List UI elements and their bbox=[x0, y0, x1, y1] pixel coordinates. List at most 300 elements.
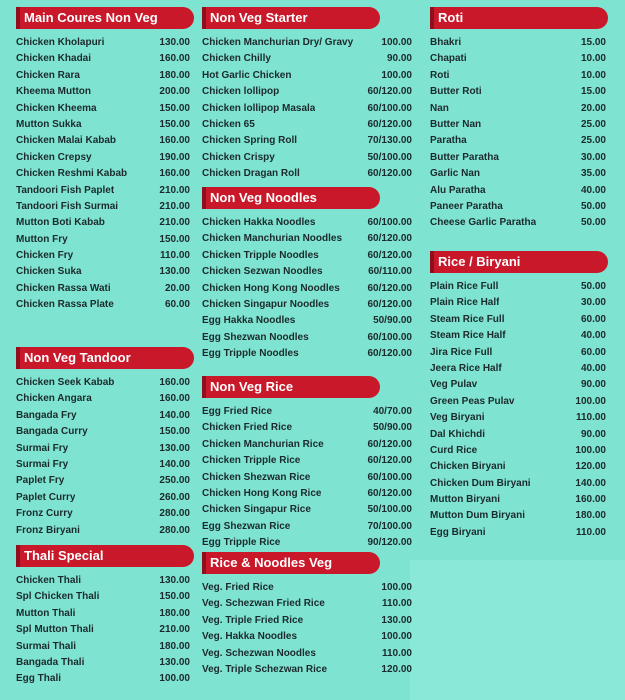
item-name: Chicken Fried Rice bbox=[202, 422, 293, 434]
item-name: Egg Fried Rice bbox=[202, 406, 273, 417]
item-name: Spl Chicken Thali bbox=[16, 591, 100, 603]
item-name: Chicken Rara bbox=[16, 69, 80, 81]
item-price: 110.00 bbox=[159, 250, 190, 262]
item-name: Veg. Triple Schezwan Rice bbox=[202, 663, 328, 675]
item-price: 35.00 bbox=[580, 168, 606, 180]
menu-item bbox=[430, 150, 606, 166]
item-price: 180.00 bbox=[159, 69, 190, 81]
item-price: 100.00 bbox=[381, 37, 412, 48]
item-name: Bangada Curry bbox=[16, 426, 88, 438]
item-name: Chicken Manchurian Noodles bbox=[202, 233, 343, 245]
item-name: Curd Rice bbox=[430, 444, 478, 456]
item-name: Chicken Tripple Rice bbox=[202, 455, 301, 467]
menu-item bbox=[430, 68, 606, 84]
menu-item bbox=[202, 646, 412, 662]
item-name: Fronz Curry bbox=[16, 508, 73, 520]
item-price: 40.00 bbox=[580, 362, 606, 374]
menu-item bbox=[16, 68, 190, 84]
menu-item bbox=[16, 441, 190, 457]
item-name: Chicken Khadai bbox=[16, 53, 92, 65]
menu-item bbox=[202, 51, 412, 67]
menu-item bbox=[202, 420, 412, 436]
item-name: Veg. Schezwan Noodles bbox=[202, 647, 316, 659]
menu-item bbox=[430, 84, 606, 100]
menu-item bbox=[202, 330, 412, 346]
menu-item bbox=[430, 377, 606, 393]
menu-item bbox=[16, 297, 190, 313]
item-name: Chicken Thali bbox=[16, 575, 82, 586]
item-name: Egg Tripple Noodles bbox=[202, 348, 299, 360]
item-price: 210.00 bbox=[159, 624, 190, 636]
section-non-veg-rice bbox=[202, 376, 412, 552]
item-name: Steam Rice Full bbox=[430, 313, 505, 325]
item-price: 130.00 bbox=[159, 656, 190, 668]
item-name: Surmai Thali bbox=[16, 640, 77, 652]
menu-item bbox=[16, 490, 190, 506]
item-name: Roti bbox=[430, 69, 450, 81]
item-price: 25.00 bbox=[580, 118, 606, 130]
item-name: Chicken Shezwan Rice bbox=[202, 471, 311, 483]
item-price: 60/100.00 bbox=[367, 471, 412, 483]
item-price: 70/130.00 bbox=[367, 135, 412, 147]
item-name: Veg. Fried Rice bbox=[202, 582, 274, 593]
item-price: 60/120.00 bbox=[367, 86, 412, 98]
item-name: Hot Garlic Chicken bbox=[202, 69, 292, 81]
item-price: 60/120.00 bbox=[367, 249, 412, 261]
menu-item bbox=[430, 328, 606, 344]
item-name: Paplet Fry bbox=[16, 475, 65, 487]
item-name: Chicken Suka bbox=[16, 266, 82, 278]
menu-item bbox=[202, 215, 412, 231]
item-price: 150.00 bbox=[159, 426, 190, 438]
menu-item bbox=[202, 580, 412, 596]
item-name: Green Peas Pulav bbox=[430, 395, 515, 407]
item-name: Fronz Biryani bbox=[16, 524, 80, 536]
item-name: Chicken Seek Kabab bbox=[16, 377, 115, 388]
item-name: Chapati bbox=[430, 53, 467, 65]
menu-item bbox=[430, 101, 606, 117]
menu-items bbox=[430, 279, 606, 541]
menu-item bbox=[430, 279, 606, 295]
menu-item bbox=[430, 476, 606, 492]
item-price: 20.00 bbox=[164, 282, 190, 294]
item-price: 10.00 bbox=[580, 69, 606, 81]
item-name: Veg. Triple Fried Rice bbox=[202, 614, 304, 626]
menu-item bbox=[430, 133, 606, 149]
menu-item bbox=[202, 84, 412, 100]
section-rice-noodles-veg bbox=[202, 552, 412, 678]
item-price: 60/100.00 bbox=[367, 102, 412, 114]
item-price: 60/120.00 bbox=[367, 233, 412, 245]
item-price: 50.00 bbox=[580, 200, 606, 212]
item-price: 50.00 bbox=[580, 281, 606, 292]
item-price: 180.00 bbox=[575, 510, 606, 522]
item-price: 190.00 bbox=[159, 151, 190, 163]
menu-item bbox=[202, 453, 412, 469]
item-price: 60/120.00 bbox=[367, 282, 412, 294]
item-price: 60/120.00 bbox=[367, 298, 412, 310]
item-name: Chicken lollipop bbox=[202, 86, 280, 98]
menu-item bbox=[202, 535, 412, 551]
item-name: Bhakri bbox=[430, 37, 462, 48]
item-price: 60.00 bbox=[580, 313, 606, 325]
item-price: 60/100.00 bbox=[367, 331, 412, 343]
menu-item bbox=[430, 443, 606, 459]
item-price: 140.00 bbox=[575, 477, 606, 489]
item-price: 160.00 bbox=[159, 135, 190, 147]
item-name: Chicken Dragan Roll bbox=[202, 168, 300, 180]
menu-item bbox=[16, 424, 190, 440]
section-roti bbox=[430, 7, 606, 232]
item-price: 200.00 bbox=[159, 86, 190, 98]
menu-item bbox=[430, 459, 606, 475]
menu-item bbox=[202, 486, 412, 502]
item-name: Chicken Singapur Noodles bbox=[202, 298, 330, 310]
menu-item bbox=[202, 35, 412, 51]
item-name: Chicken Kholapuri bbox=[16, 37, 105, 48]
item-price: 60/100.00 bbox=[367, 217, 412, 228]
item-name: Tandoori Fish Surmai bbox=[16, 200, 119, 212]
item-price: 30.00 bbox=[580, 151, 606, 163]
item-name: Mutton Fry bbox=[16, 233, 68, 245]
section-rice-biryani bbox=[430, 251, 606, 541]
item-name: Veg. Hakka Noodles bbox=[202, 631, 298, 643]
section-non-veg-noodles bbox=[202, 187, 412, 363]
item-price: 130.00 bbox=[159, 575, 190, 586]
item-name: Jeera Rice Half bbox=[430, 362, 502, 374]
item-name: Veg. Schezwan Fried Rice bbox=[202, 598, 325, 610]
section-non-veg-tandoor bbox=[16, 347, 190, 539]
item-name: Alu Paratha bbox=[430, 184, 486, 196]
item-name: Butter Paratha bbox=[430, 151, 499, 163]
item-price: 20.00 bbox=[580, 102, 606, 114]
item-price: 100.00 bbox=[575, 444, 606, 456]
menu-item bbox=[16, 232, 190, 248]
item-name: Dal Khichdi bbox=[430, 428, 486, 440]
menu-item bbox=[430, 410, 606, 426]
item-price: 50.00 bbox=[580, 217, 606, 229]
item-name: Egg Shezwan Rice bbox=[202, 520, 291, 532]
item-price: 160.00 bbox=[575, 494, 606, 506]
item-price: 60/120.00 bbox=[367, 487, 412, 499]
section-header: Rice & Noodles Veg bbox=[202, 552, 380, 574]
menu-item bbox=[430, 508, 606, 524]
item-name: Mutton Thali bbox=[16, 607, 76, 619]
menu-items bbox=[16, 375, 190, 539]
item-name: Surmai Fry bbox=[16, 458, 69, 470]
menu-item bbox=[202, 150, 412, 166]
item-name: Kheema Mutton bbox=[16, 86, 91, 98]
item-price: 15.00 bbox=[580, 37, 606, 48]
item-price: 130.00 bbox=[159, 266, 190, 278]
menu-items bbox=[202, 404, 412, 552]
item-name: Mutton Dum Biryani bbox=[430, 510, 525, 522]
section-header: Roti bbox=[430, 7, 608, 29]
item-price: 150.00 bbox=[159, 233, 190, 245]
item-price: 210.00 bbox=[159, 200, 190, 212]
item-name: Tandoori Fish Paplet bbox=[16, 184, 115, 196]
item-name: Butter Nan bbox=[430, 118, 482, 130]
menu-item bbox=[430, 295, 606, 311]
menu-item bbox=[430, 492, 606, 508]
item-price: 210.00 bbox=[159, 217, 190, 229]
item-price: 110.00 bbox=[381, 647, 412, 659]
menu-items bbox=[430, 35, 606, 232]
item-name: Chicken Hong Kong Rice bbox=[202, 487, 322, 499]
item-name: Chicken Hong Kong Noodles bbox=[202, 282, 340, 294]
item-name: Chicken Chilly bbox=[202, 53, 271, 65]
item-name: Chicken Spring Roll bbox=[202, 135, 298, 147]
menu-item bbox=[16, 573, 190, 589]
menu-items bbox=[202, 580, 412, 678]
item-name: Plain Rice Half bbox=[430, 297, 500, 309]
item-price: 130.00 bbox=[159, 37, 190, 48]
item-name: Chicken Kheema bbox=[16, 102, 97, 114]
menu-item bbox=[430, 199, 606, 215]
item-name: Cheese Garlic Paratha bbox=[430, 217, 537, 229]
section-header: Thali Special bbox=[16, 545, 194, 567]
item-price: 120.00 bbox=[575, 461, 606, 473]
item-price: 10.00 bbox=[580, 53, 606, 65]
menu-item bbox=[16, 639, 190, 655]
menu-item bbox=[16, 473, 190, 489]
item-price: 90.00 bbox=[580, 379, 606, 391]
menu-item bbox=[202, 662, 412, 678]
item-price: 140.00 bbox=[159, 409, 190, 421]
menu-item bbox=[16, 133, 190, 149]
item-price: 150.00 bbox=[159, 118, 190, 130]
item-price: 40/70.00 bbox=[373, 406, 412, 417]
menu-item bbox=[202, 470, 412, 486]
item-price: 60/120.00 bbox=[367, 455, 412, 467]
item-name: Bangada Fry bbox=[16, 409, 77, 421]
item-name: Egg Shezwan Noodles bbox=[202, 331, 309, 343]
item-name: Mutton Biryani bbox=[430, 494, 500, 506]
item-name: Butter Roti bbox=[430, 86, 482, 98]
item-name: Surmai Fry bbox=[16, 442, 69, 454]
item-price: 90.00 bbox=[580, 428, 606, 440]
menu-item bbox=[16, 408, 190, 424]
menu-item bbox=[202, 313, 412, 329]
item-name: Chicken Sezwan Noodles bbox=[202, 266, 323, 278]
item-price: 60/120.00 bbox=[367, 438, 412, 450]
menu-item bbox=[16, 35, 190, 51]
item-name: Chicken Hakka Noodles bbox=[202, 217, 316, 228]
menu-item bbox=[16, 457, 190, 473]
item-name: Paplet Curry bbox=[16, 491, 76, 503]
item-name: Paratha bbox=[430, 135, 467, 147]
item-name: Paneer Paratha bbox=[430, 200, 503, 212]
section-header: Non Veg Noodles bbox=[202, 187, 380, 209]
menu-item bbox=[16, 117, 190, 133]
item-price: 70/100.00 bbox=[367, 520, 412, 532]
menu-items bbox=[16, 35, 190, 314]
item-name: Chicken Rassa Wati bbox=[16, 282, 111, 294]
item-price: 100.00 bbox=[381, 582, 412, 593]
menu-item bbox=[202, 133, 412, 149]
item-price: 180.00 bbox=[159, 607, 190, 619]
menu-item bbox=[16, 375, 190, 391]
item-price: 60/110.00 bbox=[368, 266, 412, 278]
menu-item bbox=[430, 525, 606, 541]
item-price: 210.00 bbox=[159, 184, 190, 196]
item-name: Chicken Angara bbox=[16, 393, 92, 405]
item-price: 50/100.00 bbox=[367, 151, 412, 163]
item-name: Mutton Sukka bbox=[16, 118, 82, 130]
menu-item bbox=[430, 215, 606, 231]
menu-item bbox=[16, 166, 190, 182]
item-name: Mutton Boti Kabab bbox=[16, 217, 105, 229]
menu-items bbox=[202, 215, 412, 363]
section-thali-special bbox=[16, 545, 190, 688]
menu-item bbox=[202, 68, 412, 84]
item-price: 160.00 bbox=[159, 53, 190, 65]
item-price: 60/120.00 bbox=[367, 118, 412, 130]
item-name: Spl Mutton Thali bbox=[16, 624, 94, 636]
item-price: 110.00 bbox=[381, 598, 412, 610]
item-name: Chicken Dum Biryani bbox=[430, 477, 531, 489]
menu-item bbox=[16, 150, 190, 166]
section-header: Non Veg Starter bbox=[202, 7, 380, 29]
item-price: 160.00 bbox=[159, 377, 190, 388]
menu-item bbox=[430, 166, 606, 182]
section-main-coures-non-veg bbox=[16, 7, 190, 314]
item-price: 60.00 bbox=[164, 299, 190, 311]
section-header: Rice / Biryani bbox=[430, 251, 608, 273]
item-name: Nan bbox=[430, 102, 449, 114]
section-header: Non Veg Rice bbox=[202, 376, 380, 398]
menu-item bbox=[16, 84, 190, 100]
menu-item bbox=[430, 51, 606, 67]
item-price: 50/90.00 bbox=[373, 422, 412, 434]
menu-item bbox=[202, 346, 412, 362]
menu-item bbox=[16, 523, 190, 539]
item-price: 90.00 bbox=[386, 53, 412, 65]
item-price: 60/120.00 bbox=[367, 168, 412, 180]
item-name: Garlic Nan bbox=[430, 168, 481, 180]
item-price: 160.00 bbox=[159, 393, 190, 405]
menu-item bbox=[16, 281, 190, 297]
menu-item bbox=[430, 361, 606, 377]
menu-item bbox=[16, 391, 190, 407]
menu-item bbox=[202, 629, 412, 645]
menu-item bbox=[16, 215, 190, 231]
item-name: Veg Pulav bbox=[430, 379, 478, 391]
item-name: Bangada Thali bbox=[16, 656, 85, 668]
menu-item bbox=[16, 101, 190, 117]
item-price: 15.00 bbox=[580, 86, 606, 98]
item-price: 150.00 bbox=[159, 591, 190, 603]
item-price: 40.00 bbox=[580, 330, 606, 342]
item-name: Chicken Rassa Plate bbox=[16, 299, 114, 311]
item-price: 60/120.00 bbox=[367, 348, 412, 360]
menu-item bbox=[430, 427, 606, 443]
item-name: Chicken Tripple Noodles bbox=[202, 249, 319, 261]
item-price: 40.00 bbox=[580, 184, 606, 196]
item-price: 50/90.00 bbox=[373, 315, 412, 327]
item-name: Plain Rice Full bbox=[430, 281, 499, 292]
item-price: 100.00 bbox=[575, 395, 606, 407]
item-name: Egg Tripple Rice bbox=[202, 537, 281, 549]
menu-item bbox=[202, 231, 412, 247]
item-price: 100.00 bbox=[159, 673, 190, 685]
menu-item bbox=[202, 166, 412, 182]
item-name: Chicken Manchurian Rice bbox=[202, 438, 324, 450]
menu-item bbox=[430, 35, 606, 51]
item-name: Chicken Crepsy bbox=[16, 151, 92, 163]
menu-item bbox=[202, 502, 412, 518]
item-name: Chicken Singapur Rice bbox=[202, 504, 311, 516]
menu-items bbox=[16, 573, 190, 688]
item-name: Steam Rice Half bbox=[430, 330, 506, 342]
item-price: 140.00 bbox=[159, 458, 190, 470]
menu-item bbox=[202, 596, 412, 612]
item-name: Chicken Biryani bbox=[430, 461, 506, 473]
menu-item bbox=[16, 199, 190, 215]
menu-item bbox=[16, 589, 190, 605]
item-name: Chicken 65 bbox=[202, 118, 255, 130]
menu-item bbox=[202, 117, 412, 133]
menu-item bbox=[202, 281, 412, 297]
item-name: Chicken Manchurian Dry/ Gravy bbox=[202, 37, 354, 48]
item-price: 110.00 bbox=[575, 526, 606, 538]
item-price: 50/100.00 bbox=[367, 504, 412, 516]
menu-item bbox=[430, 394, 606, 410]
item-name: Chicken Fry bbox=[16, 250, 74, 262]
menu-item bbox=[202, 264, 412, 280]
menu-item bbox=[16, 248, 190, 264]
menu-item bbox=[430, 117, 606, 133]
item-name: Jira Rice Full bbox=[430, 346, 493, 358]
menu-item bbox=[430, 312, 606, 328]
item-price: 90/120.00 bbox=[367, 537, 412, 549]
item-price: 160.00 bbox=[159, 168, 190, 180]
menu-item bbox=[16, 606, 190, 622]
menu-item bbox=[16, 671, 190, 687]
item-price: 100.00 bbox=[381, 631, 412, 643]
item-name: Chicken lollipop Masala bbox=[202, 102, 316, 114]
item-price: 30.00 bbox=[580, 297, 606, 309]
menu-item bbox=[430, 183, 606, 199]
menu-item bbox=[430, 345, 606, 361]
menu-items bbox=[202, 35, 412, 183]
item-price: 110.00 bbox=[575, 412, 606, 424]
menu-item bbox=[202, 613, 412, 629]
item-price: 25.00 bbox=[580, 135, 606, 147]
menu-item bbox=[202, 297, 412, 313]
item-price: 150.00 bbox=[159, 102, 190, 114]
item-name: Chicken Reshmi Kabab bbox=[16, 168, 128, 180]
item-price: 130.00 bbox=[159, 442, 190, 454]
menu-item bbox=[16, 183, 190, 199]
item-price: 60.00 bbox=[580, 346, 606, 358]
item-price: 120.00 bbox=[381, 663, 412, 675]
item-price: 180.00 bbox=[159, 640, 190, 652]
menu-item bbox=[16, 506, 190, 522]
item-price: 130.00 bbox=[381, 614, 412, 626]
menu-item bbox=[16, 622, 190, 638]
item-price: 280.00 bbox=[159, 508, 190, 520]
menu-item bbox=[202, 101, 412, 117]
section-header: Non Veg Tandoor bbox=[16, 347, 194, 369]
item-name: Egg Thali bbox=[16, 673, 61, 685]
menu-item bbox=[202, 404, 412, 420]
item-price: 260.00 bbox=[159, 491, 190, 503]
item-price: 250.00 bbox=[159, 475, 190, 487]
item-name: Chicken Crispy bbox=[202, 151, 275, 163]
menu-item bbox=[202, 248, 412, 264]
menu-item bbox=[202, 437, 412, 453]
